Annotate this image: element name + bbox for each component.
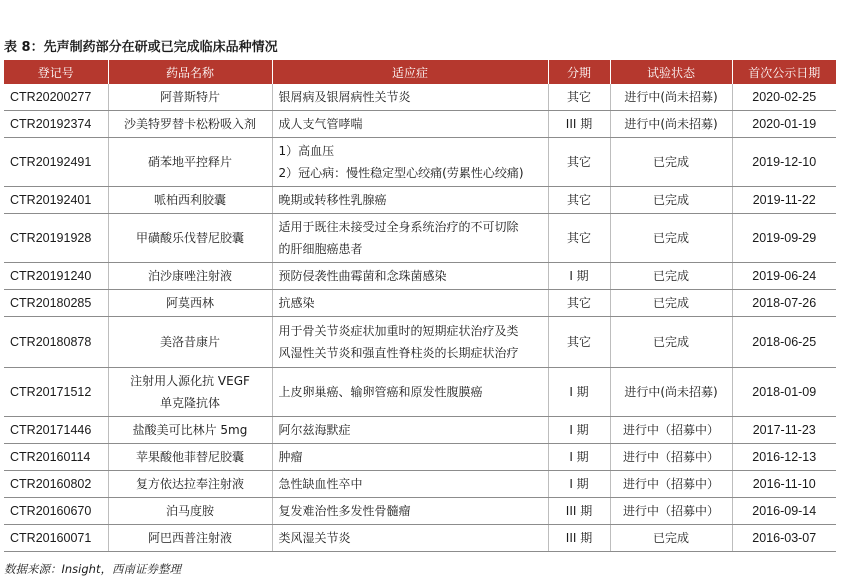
- cell-trial-status: 已完成: [610, 525, 732, 552]
- table-row: [4, 417, 836, 444]
- cell-drug-name-line: 注射用人源化抗 VEGF: [130, 374, 250, 388]
- cell-first-publish-date: 2019-12-10: [732, 138, 836, 187]
- cell-drug-name: 苹果酸他菲替尼胶囊: [108, 444, 272, 471]
- cell-phase: III 期: [548, 111, 610, 138]
- cell-registration-no: CTR20160114: [4, 444, 108, 471]
- cell-phase: I 期: [548, 417, 610, 444]
- cell-indication-line: 类风湿关节炎: [278, 531, 351, 545]
- table-row: [4, 471, 836, 498]
- cell-first-publish-date: 2019-06-24: [732, 263, 836, 290]
- cell-phase: III 期: [548, 525, 610, 552]
- cell-first-publish-date: 2016-12-13: [732, 444, 836, 471]
- cell-trial-status: 进行中(尚未招募): [610, 84, 732, 111]
- cell-registration-no: CTR20200277: [4, 84, 108, 111]
- cell-indication-line: 银屑病及银屑病性关节炎: [278, 90, 411, 104]
- cell-indication: [272, 368, 548, 417]
- table-row: [4, 444, 836, 471]
- cell-first-publish-date: 2019-11-22: [732, 187, 836, 214]
- cell-first-publish-date: 2018-01-09: [732, 368, 836, 417]
- cell-trial-status: 进行中（招募中）: [610, 498, 732, 525]
- table-body: [4, 84, 836, 552]
- cell-registration-no: CTR20192491: [4, 138, 108, 187]
- cell-indication-line: 阿尔兹海默症: [278, 423, 351, 437]
- cell-phase: I 期: [548, 444, 610, 471]
- table-row: [4, 317, 836, 368]
- table-row: [4, 263, 836, 290]
- cell-trial-status: 已完成: [610, 187, 732, 214]
- column-header-indication: 适应症: [272, 60, 548, 84]
- cell-phase: I 期: [548, 368, 610, 417]
- cell-indication: [272, 444, 548, 471]
- cell-registration-no: CTR20160670: [4, 498, 108, 525]
- cell-trial-status: 已完成: [610, 290, 732, 317]
- cell-first-publish-date: 2020-02-25: [732, 84, 836, 111]
- cell-drug-name-line: 单克隆抗体: [159, 396, 220, 410]
- cell-registration-no: CTR20171446: [4, 417, 108, 444]
- cell-first-publish-date: 2020-01-19: [732, 111, 836, 138]
- cell-registration-no: CTR20191928: [4, 214, 108, 263]
- cell-phase: 其它: [548, 214, 610, 263]
- cell-drug-name: 阿巴西普注射液: [108, 525, 272, 552]
- table-row: [4, 111, 836, 138]
- cell-indication: [272, 498, 548, 525]
- table-row: [4, 498, 836, 525]
- column-header-phase: 分期: [548, 60, 610, 84]
- cell-first-publish-date: 2019-09-29: [732, 214, 836, 263]
- cell-registration-no: CTR20180878: [4, 317, 108, 368]
- cell-indication-line: 适用于既往未接受过全身系统治疗的不可切除: [278, 220, 519, 234]
- cell-trial-status: 进行中（招募中）: [610, 471, 732, 498]
- cell-drug-name: 美洛昔康片: [108, 317, 272, 368]
- cell-phase: 其它: [548, 290, 610, 317]
- cell-indication-line: 用于骨关节炎症状加重时的短期症状治疗及类: [278, 324, 519, 338]
- column-header-first-publish-date: 首次公示日期: [732, 60, 836, 84]
- cell-drug-name: 阿莫西林: [108, 290, 272, 317]
- cell-indication: [272, 525, 548, 552]
- cell-first-publish-date: 2016-09-14: [732, 498, 836, 525]
- cell-indication: [272, 417, 548, 444]
- cell-indication: [272, 317, 548, 368]
- cell-indication-line: 2）冠心病：慢性稳定型心绞痛(劳累性心绞痛): [278, 166, 524, 180]
- cell-indication-line: 1）高血压: [278, 144, 335, 158]
- column-header-trial-status: 试验状态: [610, 60, 732, 84]
- table-row: [4, 368, 836, 417]
- cell-trial-status: 进行中（招募中）: [610, 444, 732, 471]
- table-row: [4, 84, 836, 111]
- cell-trial-status: 已完成: [610, 214, 732, 263]
- cell-phase: 其它: [548, 317, 610, 368]
- cell-indication-line: 肿瘤: [278, 450, 303, 464]
- cell-registration-no: CTR20191240: [4, 263, 108, 290]
- table-title: 表 8：先声制药部分在研或已完成临床品种情况: [4, 40, 278, 55]
- cell-drug-name: 盐酸美可比林片 5mg: [108, 417, 272, 444]
- cell-trial-status: 进行中(尚未招募): [610, 111, 732, 138]
- cell-registration-no: CTR20192374: [4, 111, 108, 138]
- cell-indication-line: 复发难治性多发性骨髓瘤: [278, 504, 411, 518]
- cell-registration-no: CTR20180285: [4, 290, 108, 317]
- table-row: [4, 290, 836, 317]
- cell-registration-no: CTR20160071: [4, 525, 108, 552]
- cell-indication: [272, 263, 548, 290]
- cell-phase: 其它: [548, 187, 610, 214]
- cell-first-publish-date: 2018-06-25: [732, 317, 836, 368]
- cell-first-publish-date: 2016-03-07: [732, 525, 836, 552]
- cell-registration-no: CTR20171512: [4, 368, 108, 417]
- cell-first-publish-date: 2016-11-10: [732, 471, 836, 498]
- cell-indication-line: 上皮卵巢癌、输卵管癌和原发性腹膜癌: [278, 385, 483, 399]
- cell-trial-status: 已完成: [610, 263, 732, 290]
- cell-phase: III 期: [548, 498, 610, 525]
- cell-indication-line: 成人支气管哮喘: [278, 117, 363, 131]
- cell-drug-name: 阿普斯特片: [108, 84, 272, 111]
- table-row: [4, 187, 836, 214]
- cell-indication-line: 的肝细胞癌患者: [278, 242, 363, 256]
- cell-phase: 其它: [548, 84, 610, 111]
- column-header-drug-name: 药品名称: [108, 60, 272, 84]
- cell-phase: I 期: [548, 263, 610, 290]
- cell-indication: [272, 471, 548, 498]
- cell-trial-status: 已完成: [610, 138, 732, 187]
- table-row: [4, 525, 836, 552]
- cell-trial-status: 进行中（招募中）: [610, 417, 732, 444]
- data-source-note: 数据来源：Insight，西南证券整理: [4, 562, 181, 576]
- cell-indication: [272, 138, 548, 187]
- cell-indication: [272, 111, 548, 138]
- cell-indication: [272, 214, 548, 263]
- cell-trial-status: 已完成: [610, 317, 732, 368]
- cell-indication-line: 预防侵袭性曲霉菌和念珠菌感染: [278, 269, 447, 283]
- cell-first-publish-date: 2018-07-26: [732, 290, 836, 317]
- cell-drug-name: 硝苯地平控释片: [108, 138, 272, 187]
- cell-drug-name: 沙美特罗替卡松粉吸入剂: [108, 111, 272, 138]
- cell-drug-name: 哌柏西利胶囊: [108, 187, 272, 214]
- table-row: [4, 138, 836, 187]
- cell-indication: [272, 187, 548, 214]
- cell-phase: I 期: [548, 471, 610, 498]
- cell-registration-no: CTR20192401: [4, 187, 108, 214]
- cell-indication-line: 抗感染: [278, 296, 315, 310]
- cell-trial-status: 进行中(尚未招募): [610, 368, 732, 417]
- clinical-trials-table: [4, 60, 836, 552]
- cell-indication: [272, 84, 548, 111]
- cell-drug-name: 泊马度胺: [108, 498, 272, 525]
- cell-drug-name: 甲磺酸乐伐替尼胶囊: [108, 214, 272, 263]
- cell-phase: 其它: [548, 138, 610, 187]
- cell-registration-no: CTR20160802: [4, 471, 108, 498]
- cell-indication-line: 晚期或转移性乳腺癌: [278, 193, 387, 207]
- cell-drug-name: 复方依达拉奉注射液: [108, 471, 272, 498]
- cell-indication-line: 急性缺血性卒中: [278, 477, 363, 491]
- cell-indication-line: 风湿性关节炎和强直性脊柱炎的长期症状治疗: [278, 346, 519, 360]
- column-header-registration-no: 登记号: [4, 60, 108, 84]
- table-header-row: [4, 60, 836, 84]
- cell-drug-name: 泊沙康唑注射液: [108, 263, 272, 290]
- cell-first-publish-date: 2017-11-23: [732, 417, 836, 444]
- cell-indication: [272, 290, 548, 317]
- cell-drug-name: [108, 368, 272, 417]
- table-row: [4, 214, 836, 263]
